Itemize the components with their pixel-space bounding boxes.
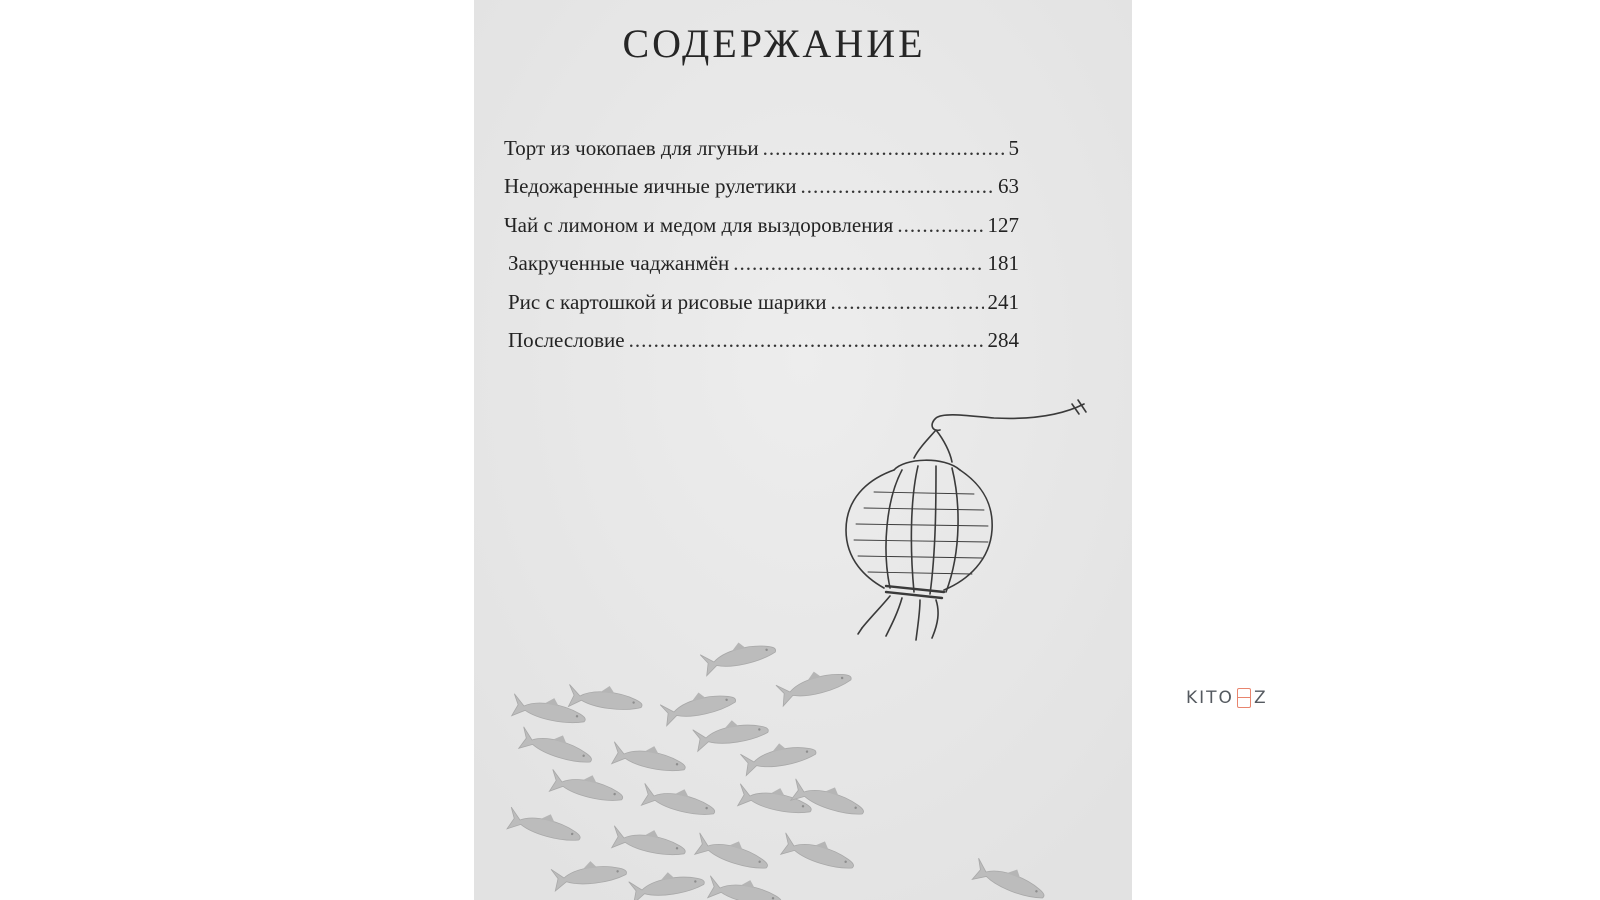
toc-entry-page: 284 bbox=[987, 327, 1019, 352]
toc-entry-title: Закрученные чаджанмён bbox=[508, 251, 730, 276]
toc-entry-page: 127 bbox=[987, 212, 1019, 237]
toc-entry-title: Рис с картошкой и рисовые шарики bbox=[508, 289, 827, 314]
toc-entry-page: 181 bbox=[987, 251, 1019, 276]
watermark-logo-icon bbox=[1237, 688, 1251, 708]
toc-entry-title: Недожаренные яичные рулетики bbox=[504, 174, 797, 199]
watermark-text-right: Z bbox=[1253, 688, 1268, 708]
toc-entry-page: 241 bbox=[987, 289, 1019, 314]
toc-entry-title: Послесловие bbox=[508, 327, 625, 352]
page-title: СОДЕРЖАНИЕ bbox=[622, 21, 926, 66]
toc-entry-title: Чай с лимоном и медом для выздоровления bbox=[504, 212, 894, 237]
watermark-text-left: KITO bbox=[1186, 688, 1234, 708]
book-page bbox=[474, 0, 1132, 900]
toc-entry-page: 63 bbox=[998, 174, 1019, 199]
fish-school-icon bbox=[474, 0, 1132, 900]
kitobz-watermark bbox=[1186, 688, 1268, 708]
toc-entry-page: 5 bbox=[1008, 136, 1019, 160]
toc-entry-title: Торт из чокопаев для лгуньи bbox=[504, 136, 759, 160]
